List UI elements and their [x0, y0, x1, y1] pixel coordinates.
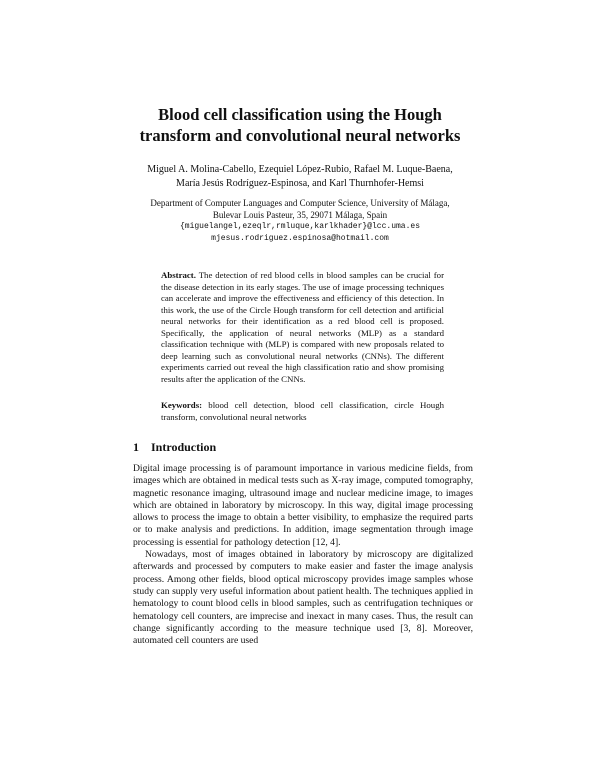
keywords — [161, 400, 444, 423]
authors-line-1: Miguel A. Molina-Cabello, Ezequiel López-Rubio, Rafael M. Luque-Baena, — [147, 164, 453, 175]
section-body — [133, 463, 473, 647]
affiliation-line-1: Department of Computer Languages and Computer Science, University of Málaga, — [150, 198, 450, 208]
authors-line-2: María Jesús Rodríguez-Espinosa, and Karl Thurnhofer-Hemsi — [176, 178, 424, 189]
paper-title — [0, 104, 600, 146]
title-line-1: Blood cell classification using the Hough — [158, 105, 442, 124]
paragraph-1: Digital image processing is of paramount importance in various medicine fields, from images which are obtained in medical tests such as X-ray image, computed tomography, magnetic resonance imaging, ultrasound image and nuclear medicine image, to images which are obtained in laboratory by microscopy. In this way, digital image processing allows to process the image to obtain a better visibility, to emphasize the required parts or to make analysis and predictions. In addition, image segmentation through image processing is essential for pathology detection [12, 4]. — [133, 463, 473, 548]
keywords-text: blood cell detection, blood cell classification, circle Hough transform, convolutional neural networks — [161, 400, 444, 422]
section-number: 1 — [133, 440, 139, 454]
title-line-2: transform and convolutional neural networks — [139, 126, 461, 145]
section-heading — [133, 440, 216, 454]
affiliation-line-2: Bulevar Louis Pasteur, 35, 29071 Málaga, Spain — [212, 209, 388, 220]
email-line-1: {miguelangel,ezeqlr,rmluque,karlkhader}@lcc.uma.es — [179, 222, 421, 231]
section-title: Introduction — [151, 440, 217, 454]
abstract-text: The detection of red blood cells in blood samples can be crucial for the disease detection in its early stages. The use of image processing techniques can accelerate and improve the effectiveness and efficiency of this detection. In this work, the use of the Circle Hough transform for cell detection and artificial neural networks for their identification as a red blood cell is proposed. Specifically, the application of neural networks (MLP) as a standard classification technique with (MLP) is compared with new proposals related to deep learning such as convolutional neural networks (CNNs). The different experiments carried out reveal the high classification ratio and show promising results after the application of the CNNs. — [161, 270, 444, 384]
email-line-2: mjesus.rodriguez.espinosa@hotmail.com — [211, 233, 389, 243]
abstract-label: Abstract. — [161, 270, 196, 280]
affiliation — [0, 198, 600, 244]
author-list — [0, 163, 600, 191]
abstract — [161, 270, 444, 385]
keywords-label: Keywords: — [161, 400, 203, 410]
paragraph-2: Nowadays, most of images obtained in laboratory by microscopy are digitalized afterwards and processed by computers to make easier and faster the image analysis process. Among other fields, blood optical microscopy provides image samples whose study can supply very useful information about patient health. The techniques applied in hematology to count blood cells in blood samples, such as centrifugation techniques or hematology cell counters, are imprecise and inexact in many cases. Thus, the result can change significantly according to the measure technique used [3, 8]. Moreover, automated cell counters are used — [133, 549, 473, 647]
